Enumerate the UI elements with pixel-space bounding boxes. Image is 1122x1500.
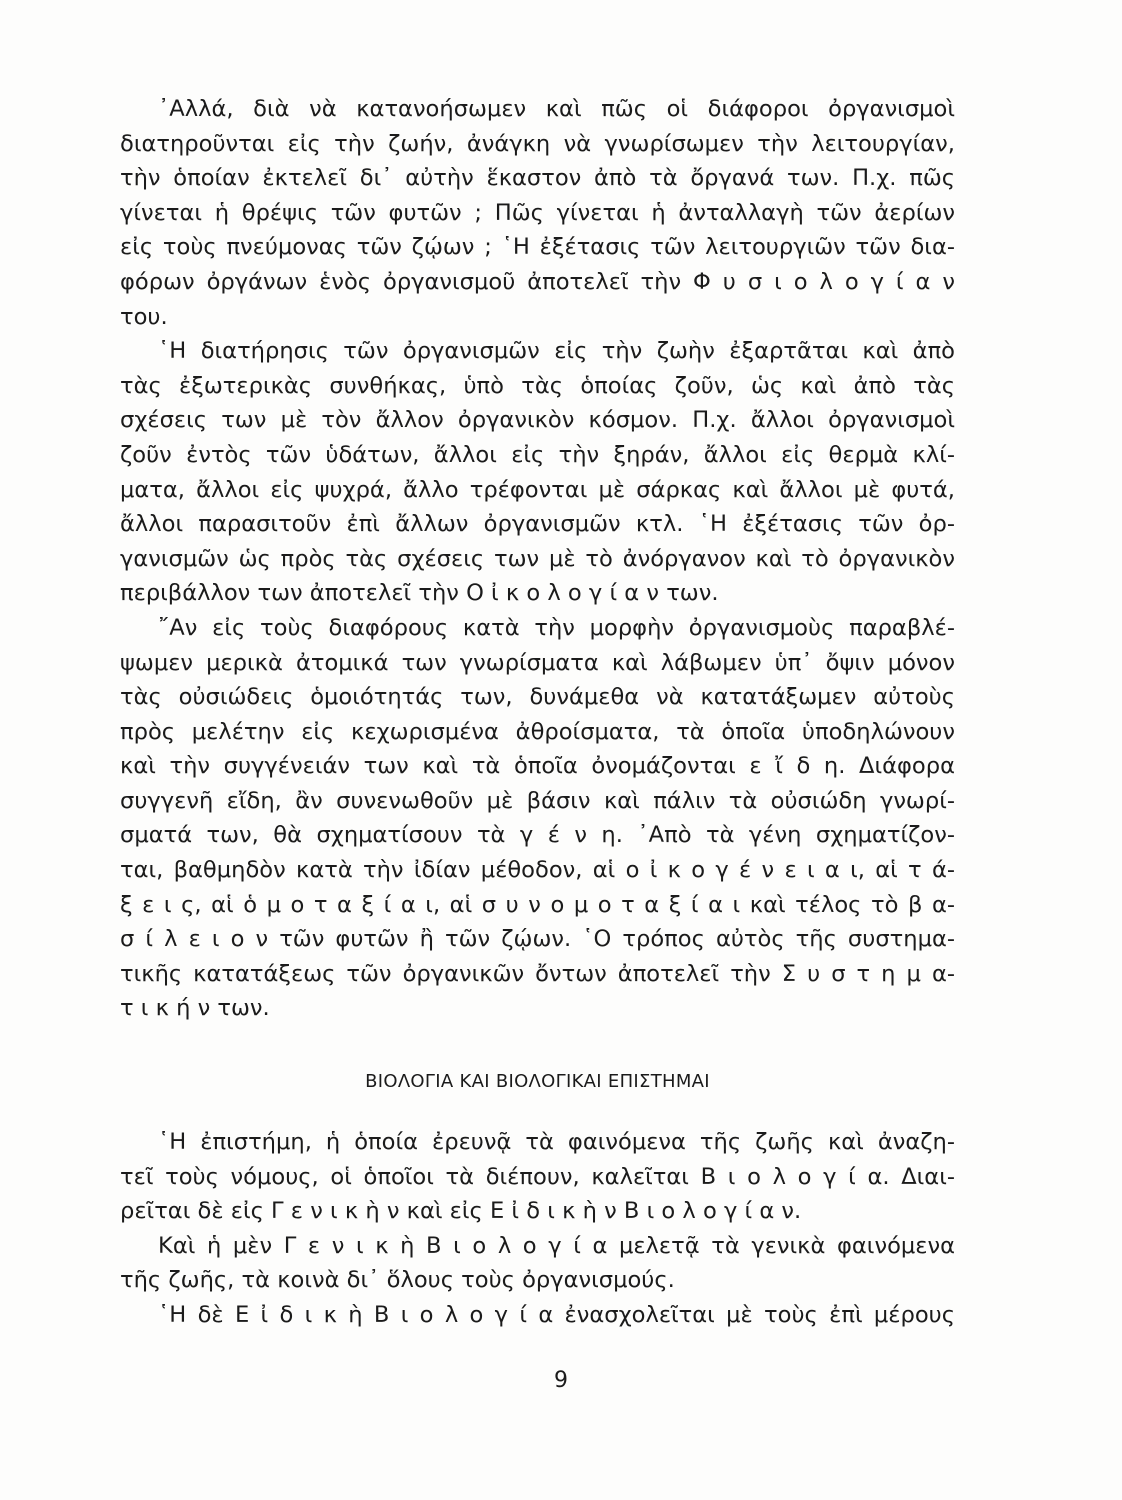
text-line: περιβάλλον των ἀποτελεῖ τὴν Ο ἰ κ ο λ ο γ ί α ν των. xyxy=(120,580,719,607)
text-line: τ ι κ ή ν των. xyxy=(120,995,270,1022)
text-line: ται, βαθμηδὸν κατὰ τὴν ἰδίαν μέθοδον, αἱ ο ἰ κ ο γ έ ν ε ι α ι, αἱ τ ά- xyxy=(120,857,955,884)
section-text xyxy=(120,1125,955,1333)
text-line: εἰς τοὺς πνεύμονας τῶν ζῴων ; ῾Η ἐξέτασις τῶν λειτουργιῶν τῶν δια- xyxy=(120,234,955,261)
text-line: ῾Η δὲ Ε ἰ δ ι κ ὴ Β ι ο λ ο γ ί α ἐνασχολεῖται μὲ τοὺς ἐπὶ μέρους xyxy=(158,1301,955,1328)
text-line: ζοῦν ἐντὸς τῶν ὑδάτων, ἄλλοι εἰς τὴν ξηράν, ἄλλοι εἰς θερμὰ κλί- xyxy=(120,441,955,468)
text-line: τικῆς κατατάξεως τῶν ὀργανικῶν ὄντων ἀποτελεῖ τὴν Σ υ σ τ η μ α- xyxy=(120,960,955,987)
text-line: ἄλλοι παρασιτοῦν ἐπὶ ἄλλων ὀργανισμῶν κτλ. ῾Η ἐξέτασις τῶν ὀρ- xyxy=(120,511,955,538)
text-line: τὴν ὁποίαν ἐκτελεῖ δι᾿ αὐτὴν ἕκαστον ἀπὸ τὰ ὄργανά των. Π.χ. πῶς xyxy=(120,165,955,192)
text-line: πρὸς μελέτην εἰς κεχωρισμένα ἀθροίσματα, τὰ ὁποῖα ὑποδηλώνουν xyxy=(120,718,955,745)
text-line: γίνεται ἡ θρέψις τῶν φυτῶν ; Πῶς γίνεται ἡ ἀνταλλαγὴ τῶν ἀερίων xyxy=(120,199,955,226)
text-line: σ ί λ ε ι ο ν τῶν φυτῶν ἢ τῶν ζῴων. ῾Ο τρόπος αὐτὸς τῆς συστημα- xyxy=(120,926,955,953)
text-line: σματά των, θὰ σχηματίσουν τὰ γ έ ν η. ᾿Απὸ τὰ γένη σχηματίζον- xyxy=(120,822,955,849)
text-line: τὰς ἐξωτερικὰς συνθήκας, ὑπὸ τὰς ὁποίας ζοῦν, ὡς καὶ ἀπὸ τὰς xyxy=(120,372,955,399)
text-line: ματα, ἄλλοι εἰς ψυχρά, ἄλλο τρέφονται μὲ σάρκας καὶ ἄλλοι μὲ φυτά, xyxy=(120,476,955,503)
text-line: σχέσεις των μὲ τὸν ἄλλον ὀργανικὸν κόσμον. Π.χ. ἄλλοι ὀργανισμοὶ xyxy=(120,407,955,434)
text-line: ψωμεν μερικὰ ἀτομικά των γνωρίσματα καὶ λάβωμεν ὑπ᾿ ὄψιν μόνον xyxy=(120,649,955,676)
text-line: ῾Η διατήρησις τῶν ὀργανισμῶν εἰς τὴν ζωὴν ἐξαρτᾶται καὶ ἀπὸ xyxy=(158,338,955,365)
text-line: ᾿Αλλά, διὰ νὰ κατανοήσωμεν καὶ πῶς οἱ διάφοροι ὀργανισμοὶ xyxy=(158,96,955,122)
text-line: του. xyxy=(120,303,168,330)
text-line: ρεῖται δὲ εἰς Γ ε ν ι κ ὴ ν καὶ εἰς Ε ἰ δ ι κ ὴ ν Β ι ο λ ο γ ί α ν. xyxy=(120,1198,802,1225)
text-line: ξ ε ι ς, αἱ ὁ μ ο τ α ξ ί α ι, αἱ σ υ ν ο μ ο τ α ξ ί α ι καὶ τέλος τὸ β α- xyxy=(120,891,955,918)
text-line: τὰς οὐσιώδεις ὁμοιότητάς των, δυνάμεθα νὰ κατατάξωμεν αὐτοὺς xyxy=(120,684,955,711)
text-line: συγγενῆ εἴδη, ἂν συνενωθοῦν μὲ βάσιν καὶ πάλιν τὰ οὐσιώδη γνωρί- xyxy=(120,787,955,814)
text-line: τῆς ζωῆς, τὰ κοινὰ δι᾿ ὅλους τοὺς ὀργανισμούς. xyxy=(120,1267,675,1294)
text-line: τεῖ τοὺς νόμους, οἱ ὁποῖοι τὰ διέπουν, καλεῖται Β ι ο λ ο γ ί α. Διαι- xyxy=(120,1163,955,1190)
text-line: Καὶ ἡ μὲν Γ ε ν ι κ ὴ Β ι ο λ ο γ ί α μελετᾷ τὰ γενικὰ φαινόμενα xyxy=(158,1232,955,1259)
text-line: ῾Η ἐπιστήμη, ἡ ὁποία ἐρευνᾷ τὰ φαινόμενα τῆς ζωῆς καὶ ἀναζη- xyxy=(158,1129,955,1155)
text-line: φόρων ὀργάνων ἑνὸς ὀργανισμοῦ ἀποτελεῖ τὴν Φ υ σ ι ο λ ο γ ί α ν xyxy=(120,268,955,295)
text-line: γανισμῶν ὡς πρὸς τὰς σχέσεις των μὲ τὸ ἀνόργανον καὶ τὸ ὀργανικὸν xyxy=(120,545,955,572)
text-line: καὶ τὴν συγγένειάν των καὶ τὰ ὁποῖα ὀνομάζονται ε ἴ δ η. Διάφορα xyxy=(120,753,955,780)
text-line: ῎Αν εἰς τοὺς διαφόρους κατὰ τὴν μορφὴν ὀργανισμοὺς παραβλέ- xyxy=(158,614,955,641)
text-line: διατηροῦνται εἰς τὴν ζωήν, ἀνάγκη νὰ γνωρίσωμεν τὴν λειτουργίαν, xyxy=(120,130,955,157)
page-number: 9 xyxy=(554,1368,568,1393)
body-text xyxy=(120,92,955,1026)
section-heading: ΒΙΟΛΟΓΙΑ ΚΑΙ ΒΙΟΛΟΓΙΚΑΙ ΕΠΙΣΤΗΜΑΙ xyxy=(365,1071,710,1092)
